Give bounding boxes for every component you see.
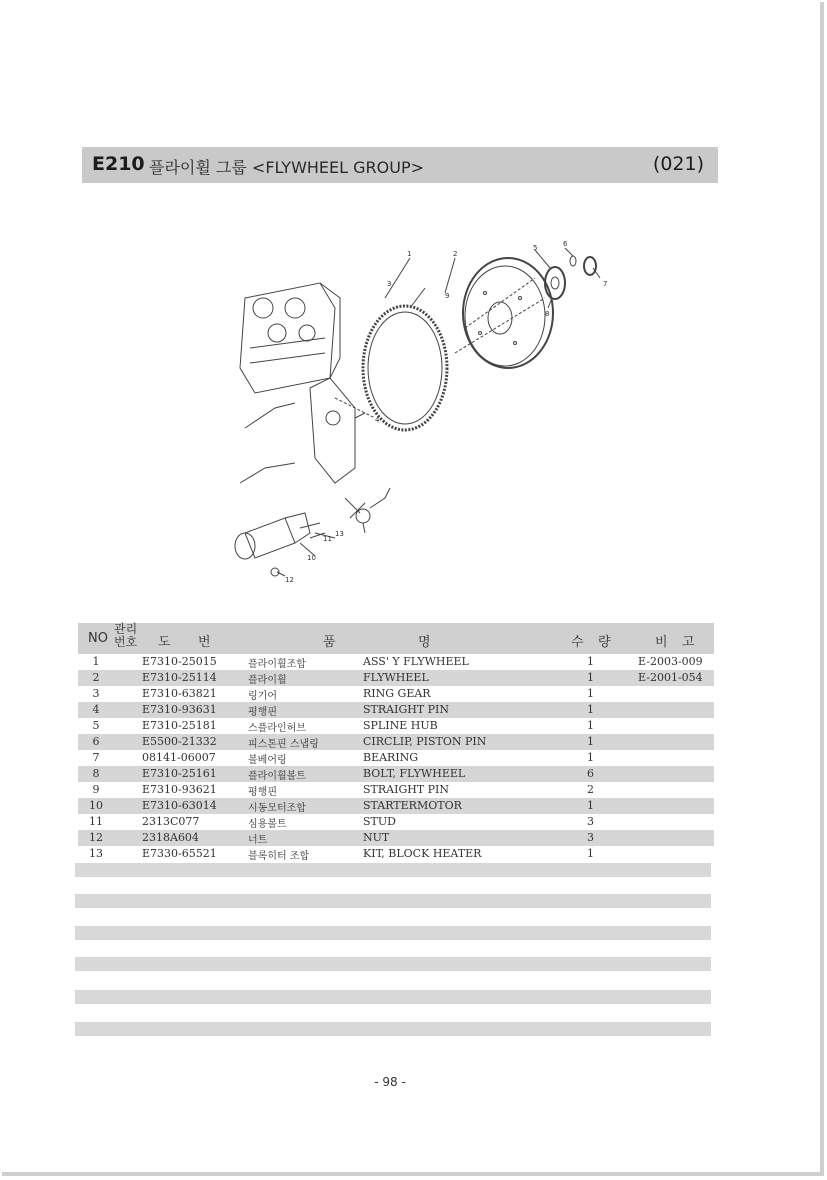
remark: E-2001-054	[638, 671, 703, 684]
table-row	[78, 798, 714, 814]
part-name-en: BOLT, FLYWHEEL	[363, 767, 466, 780]
table-row	[78, 750, 714, 766]
col-name-2: 명	[418, 635, 431, 650]
row-no: 4	[92, 703, 100, 716]
col-qty-2: 량	[598, 635, 611, 650]
table-row	[78, 718, 714, 734]
flywheel-hub	[488, 302, 512, 334]
block-bore	[253, 298, 273, 318]
part-name-kr: 시동모터조합	[248, 803, 306, 814]
quantity: 2	[587, 783, 594, 796]
part-number: E7310-25161	[142, 767, 217, 780]
part-number: E7310-25015	[142, 655, 217, 668]
snap-ring	[570, 256, 576, 266]
part-name-en: NUT	[363, 831, 390, 844]
part-number: E7310-25114	[142, 671, 217, 684]
callout-12: 12	[285, 576, 294, 584]
exploded-parts-diagram	[215, 238, 630, 598]
callout-4: 4	[375, 416, 380, 424]
quantity: 1	[587, 703, 594, 716]
part-number: E7330-65521	[142, 847, 217, 860]
block-bore	[268, 324, 286, 342]
empty-row-band	[75, 1022, 711, 1036]
empty-row-band	[75, 990, 711, 1004]
table-row	[78, 702, 714, 718]
quantity: 6	[587, 767, 594, 780]
quantity: 1	[587, 847, 594, 860]
block-heater	[345, 498, 365, 518]
page-number: - 98 -	[374, 1075, 406, 1089]
part-name-kr: 너트	[248, 835, 268, 846]
part-number: 08141-06007	[142, 751, 216, 764]
col-name-1: 품	[323, 635, 336, 650]
col-part-no-2: 번	[198, 635, 211, 650]
col-mgmt-no: 관리번호	[114, 622, 138, 649]
col-remark-1: 비	[655, 635, 668, 650]
block-bore	[299, 325, 315, 341]
part-name-kr: 링기어	[248, 691, 277, 702]
callout-2: 2	[453, 250, 458, 258]
part-number: E7310-93631	[142, 703, 217, 716]
parts-table-body	[78, 654, 714, 862]
col-part-no-1: 도	[158, 635, 171, 650]
row-no: 7	[92, 751, 100, 764]
table-row	[78, 782, 714, 798]
quantity: 1	[587, 671, 594, 684]
callout-13: 13	[335, 530, 344, 538]
part-name-en: ASS' Y FLYWHEEL	[363, 655, 469, 668]
row-no: 13	[89, 847, 103, 860]
quantity: 1	[587, 687, 594, 700]
part-name-en: STUD	[363, 815, 396, 828]
section-code: E210	[92, 153, 145, 175]
callout-11: 11	[323, 535, 332, 543]
part-name-en: RING GEAR	[363, 687, 431, 700]
col-no: NO	[88, 631, 108, 646]
callout-9: 9	[445, 292, 450, 300]
callout-8: 8	[545, 310, 550, 318]
flywheel-housing	[310, 378, 355, 483]
empty-row-band	[75, 894, 711, 908]
row-no: 8	[92, 767, 100, 780]
table-row	[78, 766, 714, 782]
table-row	[78, 654, 714, 670]
part-number: E7310-93621	[142, 783, 217, 796]
table-row	[78, 670, 714, 686]
spline-hub	[545, 267, 565, 299]
callout-5: 5	[533, 244, 538, 252]
quantity: 1	[587, 735, 594, 748]
part-number: E7310-63014	[142, 799, 217, 812]
table-row	[78, 814, 714, 830]
row-no: 9	[92, 783, 100, 796]
part-name-en: STRAIGHT PIN	[363, 703, 450, 716]
part-name-en: BEARING	[363, 751, 419, 764]
row-no: 5	[92, 719, 100, 732]
callout-3: 3	[387, 280, 392, 288]
quantity: 1	[587, 655, 594, 668]
part-number: E7310-25181	[142, 719, 217, 732]
part-number: 2313C077	[142, 815, 200, 828]
part-number: E5500-21332	[142, 735, 217, 748]
row-no: 2	[92, 671, 100, 684]
engine-block	[240, 283, 335, 393]
part-name-en: FLYWHEEL	[363, 671, 429, 684]
part-name-en: CIRCLIP, PISTON PIN	[363, 735, 487, 748]
row-no: 1	[92, 655, 100, 668]
part-name-kr: 볼베어링	[248, 755, 287, 766]
section-title-bar	[82, 147, 718, 183]
block-bore	[285, 298, 305, 318]
quantity: 1	[587, 751, 594, 764]
part-name-en: STARTERMOTOR	[363, 799, 462, 812]
part-name-en: SPLINE HUB	[363, 719, 438, 732]
part-name-kr: 심용볼트	[248, 819, 287, 830]
part-name-en: STRAIGHT PIN	[363, 783, 450, 796]
part-number: 2318A604	[142, 831, 199, 844]
group-number: (021)	[652, 153, 704, 175]
quantity: 1	[587, 799, 594, 812]
bearing	[584, 257, 596, 275]
callout-1: 1	[407, 250, 412, 258]
part-name-kr: 블록히터 조합	[248, 851, 310, 862]
callout-7: 7	[603, 280, 608, 288]
part-name-kr: 피스톤핀 스냅링	[248, 739, 319, 750]
table-row	[78, 734, 714, 750]
parts-table-header	[78, 623, 714, 654]
quantity: 3	[587, 831, 594, 844]
part-name-kr: 플라이휠조합	[248, 659, 306, 670]
part-name-kr: 플라이휠볼트	[248, 771, 306, 782]
ring-gear	[363, 306, 447, 430]
row-no: 3	[92, 687, 100, 700]
quantity: 1	[587, 719, 594, 732]
empty-row-band	[75, 863, 711, 877]
part-name-kr: 스플라인허브	[248, 723, 306, 734]
part-name-kr: 평행핀	[248, 707, 277, 718]
row-no: 12	[89, 831, 103, 844]
empty-row-band	[75, 926, 711, 940]
empty-row-band	[75, 957, 711, 971]
section-title: 플라이휠 그룹 <FLYWHEEL GROUP>	[149, 158, 425, 177]
part-name-kr: 플라이휠	[248, 675, 287, 686]
callout-6: 6	[563, 240, 568, 248]
table-row	[78, 846, 714, 862]
callout-10: 10	[307, 554, 316, 562]
row-no: 10	[89, 799, 103, 812]
table-row	[78, 686, 714, 702]
part-name-en: KIT, BLOCK HEATER	[363, 847, 482, 860]
remark: E-2003-009	[638, 655, 703, 668]
col-remark-2: 고	[682, 635, 695, 650]
part-number: E7310-63821	[142, 687, 217, 700]
part-name-kr: 평행핀	[248, 787, 277, 798]
row-no: 11	[89, 815, 103, 828]
table-row	[78, 830, 714, 846]
row-no: 6	[92, 735, 100, 748]
col-qty-1: 수	[571, 635, 584, 650]
quantity: 3	[587, 815, 594, 828]
